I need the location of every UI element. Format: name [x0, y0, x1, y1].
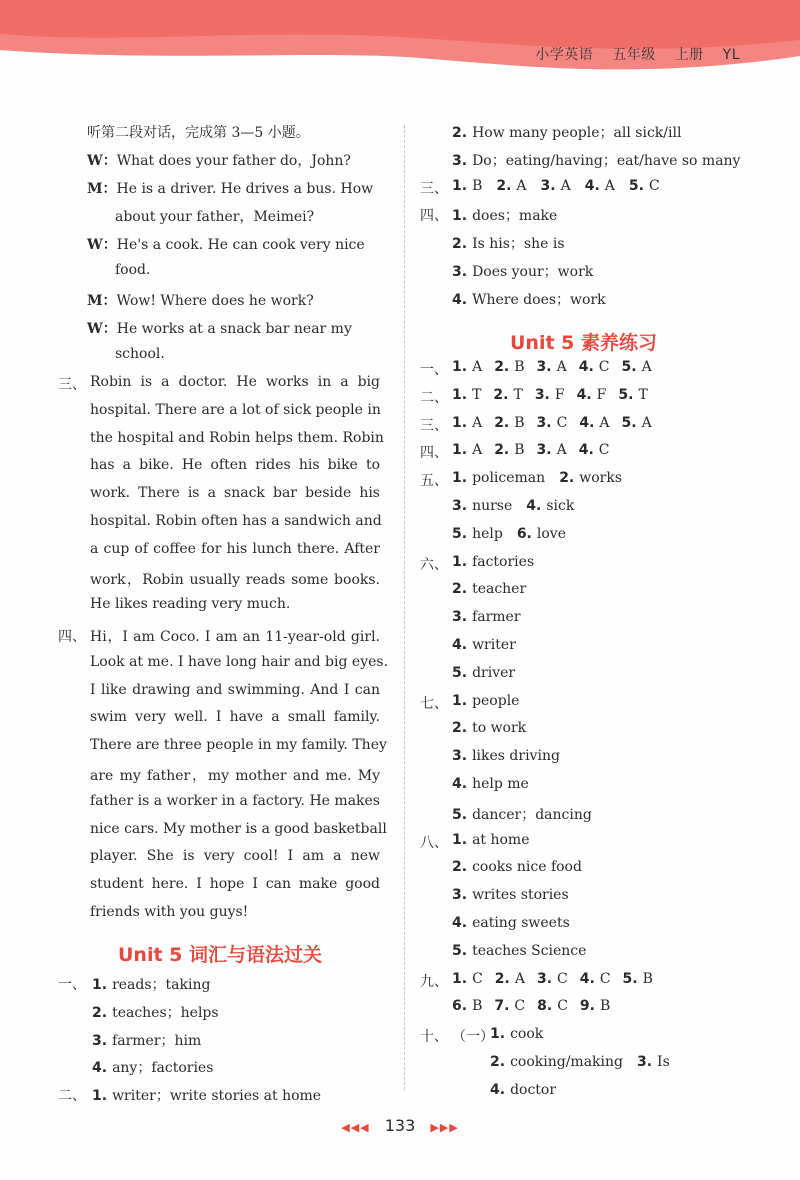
- answer-number: 4.: [578, 442, 594, 459]
- dialogue-line: W：He's a cook. He can cook very nice: [87, 237, 365, 253]
- answer-number: 3.: [452, 152, 468, 169]
- column-divider: [404, 125, 405, 1090]
- answer-row: [452, 415, 652, 431]
- grade: 五年级: [612, 47, 656, 63]
- dialogue-line: food.: [115, 262, 151, 278]
- answer-number: 5.: [452, 664, 468, 681]
- answer-text: B: [472, 998, 483, 1015]
- answer-text: dancer；dancing: [472, 806, 592, 823]
- passage-line: work. There is a snack bar beside his: [90, 485, 380, 502]
- answer-text: help me: [472, 776, 529, 792]
- answer-text: teaches Science: [472, 942, 587, 959]
- answer-number: 2.: [493, 386, 509, 403]
- answer-number: 2.: [494, 359, 510, 375]
- answer-row: [452, 637, 516, 653]
- answer-text: love: [536, 525, 566, 542]
- answer-row: [92, 1057, 213, 1077]
- sub-mark: （一）: [452, 1029, 494, 1045]
- answer-text: T: [513, 386, 523, 403]
- answer-row: [92, 1002, 219, 1022]
- section-mark: 六、: [420, 556, 448, 573]
- answer-text: C: [648, 177, 660, 194]
- answer-row: [452, 832, 530, 848]
- answer-text: T: [472, 386, 482, 403]
- passage-line: the hospital and Robin helps them. Robin: [90, 429, 384, 446]
- answer-text: teaches；helps: [112, 1004, 219, 1021]
- page-number: 133: [384, 1116, 416, 1135]
- passage-line: hospital. There are a lot of sick people in: [90, 401, 381, 418]
- dialogue-line: W：He works at a snack bar near my: [87, 321, 352, 337]
- answer-row: [452, 581, 526, 597]
- passage-line: a cup of coffee for his lunch there. After: [90, 540, 380, 557]
- answer-number: 1.: [452, 208, 468, 225]
- answer-text: farmer: [472, 609, 521, 626]
- answer-number: 1.: [452, 470, 468, 487]
- passage-line: hospital. Robin often has a sandwich and: [90, 513, 382, 529]
- answer-row: [452, 665, 515, 681]
- answer-text: farmer；him: [112, 1032, 202, 1049]
- answer-text: C: [598, 359, 610, 375]
- answer-text: sick: [546, 498, 575, 514]
- answer-number: 3.: [452, 609, 468, 626]
- intro-instruction: 听第二段对话，完成第 3—5 小题。: [87, 125, 310, 141]
- answer-text: cooking/making: [510, 1053, 623, 1070]
- answer-number: 3.: [636, 1053, 653, 1070]
- answer-row: [452, 887, 569, 903]
- answer-text: eating sweets: [472, 915, 570, 931]
- answer-number: 5.: [621, 414, 637, 431]
- answer-row: [452, 804, 592, 824]
- answer-row: [92, 1085, 321, 1105]
- answer-text: Where does；work: [472, 291, 606, 308]
- answer-number: 2.: [494, 970, 510, 987]
- answer-number: 4.: [490, 1081, 506, 1098]
- section-mark: 九、: [420, 973, 448, 990]
- answer-text: A: [472, 442, 483, 459]
- passage-line: father is a worker in a factory. He makes: [90, 792, 380, 809]
- answer-text: A: [599, 414, 610, 431]
- left-arrows-icon: ◀◀◀: [341, 1121, 370, 1134]
- answer-number: 4.: [452, 915, 468, 931]
- answer-text: writer: [472, 637, 516, 653]
- answer-text: at home: [472, 831, 530, 848]
- dialogue-line: about your father，Meimei?: [115, 209, 315, 225]
- answer-text: A: [514, 970, 525, 987]
- volume: 上册: [674, 47, 704, 63]
- answer-number: 9.: [579, 998, 595, 1015]
- unit-title-practice: Unit 5 素养练习: [510, 332, 657, 354]
- answer-text: F: [554, 386, 565, 403]
- section-mark: 五、: [420, 473, 448, 490]
- passage-line: are my father，my mother and me. My: [90, 768, 380, 784]
- answer-text: doctor: [510, 1081, 557, 1098]
- answer-text: cooks nice food: [472, 859, 582, 876]
- answer-text: writes stories: [472, 887, 569, 904]
- answer-row: [452, 998, 610, 1014]
- answer-row: [452, 122, 681, 142]
- answer-number: 1.: [452, 414, 468, 431]
- answer-text: likes driving: [472, 748, 560, 765]
- answer-text: help: [472, 525, 503, 542]
- section-mark: 三、: [420, 180, 448, 197]
- passage-line: student here. I hope I can make good: [90, 876, 380, 893]
- answer-number: 3.: [536, 970, 553, 987]
- answer-number: 2.: [452, 125, 468, 141]
- answer-row: [452, 554, 534, 570]
- answer-row: [452, 359, 652, 375]
- answer-number: 5.: [621, 359, 637, 375]
- answer-text: B: [599, 998, 611, 1015]
- answer-text: A: [472, 414, 483, 431]
- answer-row: [452, 205, 557, 225]
- answer-number: 2.: [496, 177, 512, 194]
- answer-number: 4.: [452, 776, 468, 792]
- answer-number: 1.: [452, 177, 468, 194]
- answer-number: 3.: [452, 498, 468, 514]
- answer-row: [452, 859, 582, 875]
- answer-number: 4.: [576, 386, 592, 403]
- subject: 小学英语: [535, 47, 594, 63]
- passage-line: I like drawing and swimming. And I can: [90, 681, 380, 698]
- answer-row: [452, 748, 560, 764]
- answer-number: 3.: [452, 264, 468, 280]
- answer-number: 1.: [452, 831, 468, 848]
- answer-number: 6.: [516, 525, 532, 542]
- answer-text: A: [556, 359, 567, 375]
- dialogue-line: M：Wow! Where does he work?: [87, 293, 314, 309]
- answer-number: 8.: [537, 998, 553, 1015]
- answer-number: 4.: [526, 498, 542, 514]
- answer-text: B: [514, 414, 525, 431]
- dialogue-line: W：What does your father do，John?: [87, 153, 351, 169]
- unit-title-vocab: Unit 5 词汇与语法过关: [118, 944, 322, 966]
- answer-text: driver: [472, 664, 516, 681]
- answer-row: [92, 974, 210, 994]
- answer-text: reads；taking: [112, 977, 211, 993]
- answer-number: 5.: [628, 177, 644, 194]
- answer-row: [490, 1082, 556, 1098]
- answer-number: 2.: [490, 1053, 506, 1070]
- answer-number: 4.: [92, 1060, 108, 1077]
- answer-number: 4.: [452, 637, 468, 653]
- answer-text: B: [642, 970, 653, 987]
- passage-line: friends with you guys!: [90, 904, 249, 920]
- section-mark: 二、: [420, 389, 448, 406]
- answer-number: 2.: [494, 442, 510, 459]
- section-mark: 八、: [420, 834, 448, 851]
- section-mark: 一、: [58, 977, 86, 993]
- page-footer: [0, 1116, 800, 1135]
- answer-row: [452, 387, 648, 403]
- answer-number: 1.: [452, 692, 468, 709]
- header-band: [0, 0, 800, 80]
- section-mark: 四、: [420, 445, 448, 462]
- answer-text: Is: [657, 1053, 670, 1070]
- answer-number: 1.: [452, 970, 468, 987]
- answer-text: teacher: [472, 581, 527, 598]
- answer-text: T: [638, 386, 648, 403]
- answer-number: 2.: [92, 1004, 108, 1021]
- answer-number: 4.: [579, 970, 595, 987]
- answer-number: 5.: [452, 525, 468, 542]
- answer-row: [92, 1030, 201, 1050]
- answer-text: F: [596, 386, 607, 403]
- answer-number: 2.: [452, 859, 468, 876]
- answer-text: C: [557, 970, 568, 987]
- answer-row: [452, 498, 574, 514]
- answer-text: does；make: [472, 208, 558, 225]
- answer-number: 1.: [452, 386, 468, 403]
- answer-text: cook: [510, 1026, 544, 1042]
- passage-line: He likes reading very much.: [90, 596, 291, 613]
- answer-number: 5.: [452, 942, 468, 959]
- answer-number: 3.: [540, 177, 556, 194]
- answer-text: A: [641, 359, 652, 375]
- answer-row: [452, 178, 660, 194]
- answer-row: [452, 971, 653, 987]
- passage-line: There are three people in my family. They: [90, 737, 387, 754]
- answer-number: 3.: [536, 359, 552, 375]
- answer-row: [452, 720, 526, 736]
- section-mark: 七、: [420, 695, 448, 712]
- dialogue-line: school.: [115, 346, 165, 362]
- answer-row: [452, 526, 566, 542]
- passage-line: player. She is very cool! I am a new: [90, 848, 380, 865]
- answer-row: [452, 233, 565, 253]
- answer-text: Is his；she is: [472, 236, 565, 253]
- answer-number: 3.: [92, 1032, 108, 1049]
- answer-text: Do；eating/having；eat/have so many: [472, 152, 741, 169]
- dialogue-line: M：He is a driver. He drives a bus. How: [87, 181, 374, 197]
- answer-number: 5.: [622, 970, 638, 987]
- answer-number: 1.: [452, 359, 468, 375]
- section-mark: 四、: [420, 208, 448, 225]
- answer-row: [452, 693, 519, 709]
- answer-text: B: [472, 177, 483, 194]
- answer-text: A: [604, 177, 615, 194]
- answer-text: people: [472, 692, 520, 709]
- answer-number: 4.: [452, 291, 468, 308]
- answer-text: policeman: [472, 470, 546, 487]
- section-mark: 三、: [420, 417, 448, 434]
- answer-row: [452, 609, 521, 625]
- section-mark: 十、: [420, 1029, 448, 1045]
- answer-row: [452, 915, 570, 931]
- answer-text: C: [472, 970, 483, 987]
- answer-text: C: [599, 970, 611, 987]
- answer-text: A: [516, 177, 527, 194]
- section-mark: 三、: [58, 377, 86, 393]
- header-label: [521, 44, 740, 64]
- answer-row: [490, 1054, 670, 1070]
- section-mark: 四、: [58, 629, 86, 645]
- edition: YL: [722, 47, 740, 63]
- answer-text: writer；write stories at home: [112, 1088, 322, 1105]
- answer-number: 6.: [452, 998, 468, 1015]
- passage-line: nice cars. My mother is a good basketball: [90, 820, 387, 837]
- right-arrows-icon: ▶▶▶: [430, 1121, 459, 1134]
- answer-number: 1.: [92, 1088, 108, 1105]
- answer-text: to work: [472, 720, 527, 737]
- passage-line: work，Robin usually reads some books.: [90, 571, 380, 588]
- answer-text: C: [556, 414, 568, 431]
- answer-number: 3.: [536, 442, 552, 459]
- answer-text: C: [557, 998, 568, 1015]
- answer-number: 1.: [452, 442, 468, 459]
- answer-number: 3.: [452, 748, 468, 765]
- section-mark: 一、: [420, 362, 448, 378]
- answer-row: [452, 776, 529, 792]
- answer-number: 1.: [92, 977, 108, 993]
- header-wave: [0, 0, 800, 80]
- answer-row: [452, 289, 606, 309]
- answer-text: A: [641, 414, 652, 431]
- answer-text: C: [514, 998, 526, 1015]
- answer-number: 3.: [536, 414, 552, 431]
- answer-row: [452, 470, 622, 486]
- answer-number: 1.: [452, 553, 468, 570]
- answer-number: 3.: [534, 386, 550, 403]
- section-mark: 二、: [58, 1088, 86, 1105]
- answer-row: [452, 150, 740, 170]
- answer-text: works: [579, 470, 623, 487]
- answer-number: 2.: [452, 720, 468, 737]
- answer-number: 7.: [494, 998, 510, 1015]
- answer-number: 4.: [578, 359, 594, 375]
- answer-text: B: [514, 442, 525, 459]
- answer-number: 5.: [618, 386, 634, 403]
- answer-text: nurse: [472, 498, 513, 514]
- answer-text: any；factories: [112, 1060, 214, 1077]
- answer-number: 4.: [584, 177, 600, 194]
- answer-number: 3.: [452, 887, 468, 904]
- answer-number: 1.: [490, 1026, 506, 1042]
- passage-line: has a bike. He often rides his bike to: [90, 457, 380, 474]
- answer-number: 2.: [559, 470, 575, 487]
- answer-row: [490, 1026, 543, 1042]
- passage-line: Look at me. I have long hair and big eyes.: [90, 653, 389, 670]
- answer-number: 2.: [452, 236, 468, 253]
- passage-line: swim very well. I have a small family.: [90, 709, 380, 726]
- answer-row: [452, 261, 593, 281]
- answer-number: 5.: [452, 806, 468, 823]
- answer-text: Does your；work: [472, 264, 594, 280]
- answer-number: 4.: [579, 414, 595, 431]
- answer-row: [452, 442, 610, 458]
- answer-row: [452, 943, 586, 959]
- answer-text: B: [514, 359, 525, 375]
- answer-number: 2.: [452, 581, 468, 598]
- answer-text: A: [556, 442, 567, 459]
- answer-text: factories: [472, 553, 535, 570]
- answer-text: How many people；all sick/ill: [472, 125, 682, 141]
- answer-text: C: [598, 442, 610, 459]
- answer-number: 2.: [494, 414, 510, 431]
- answer-text: A: [560, 177, 571, 194]
- passage-line: Hi，I am Coco. I am an 11-year-old girl.: [90, 629, 380, 645]
- answer-text: A: [472, 359, 483, 375]
- passage-line: Robin is a doctor. He works in a big: [90, 374, 380, 390]
